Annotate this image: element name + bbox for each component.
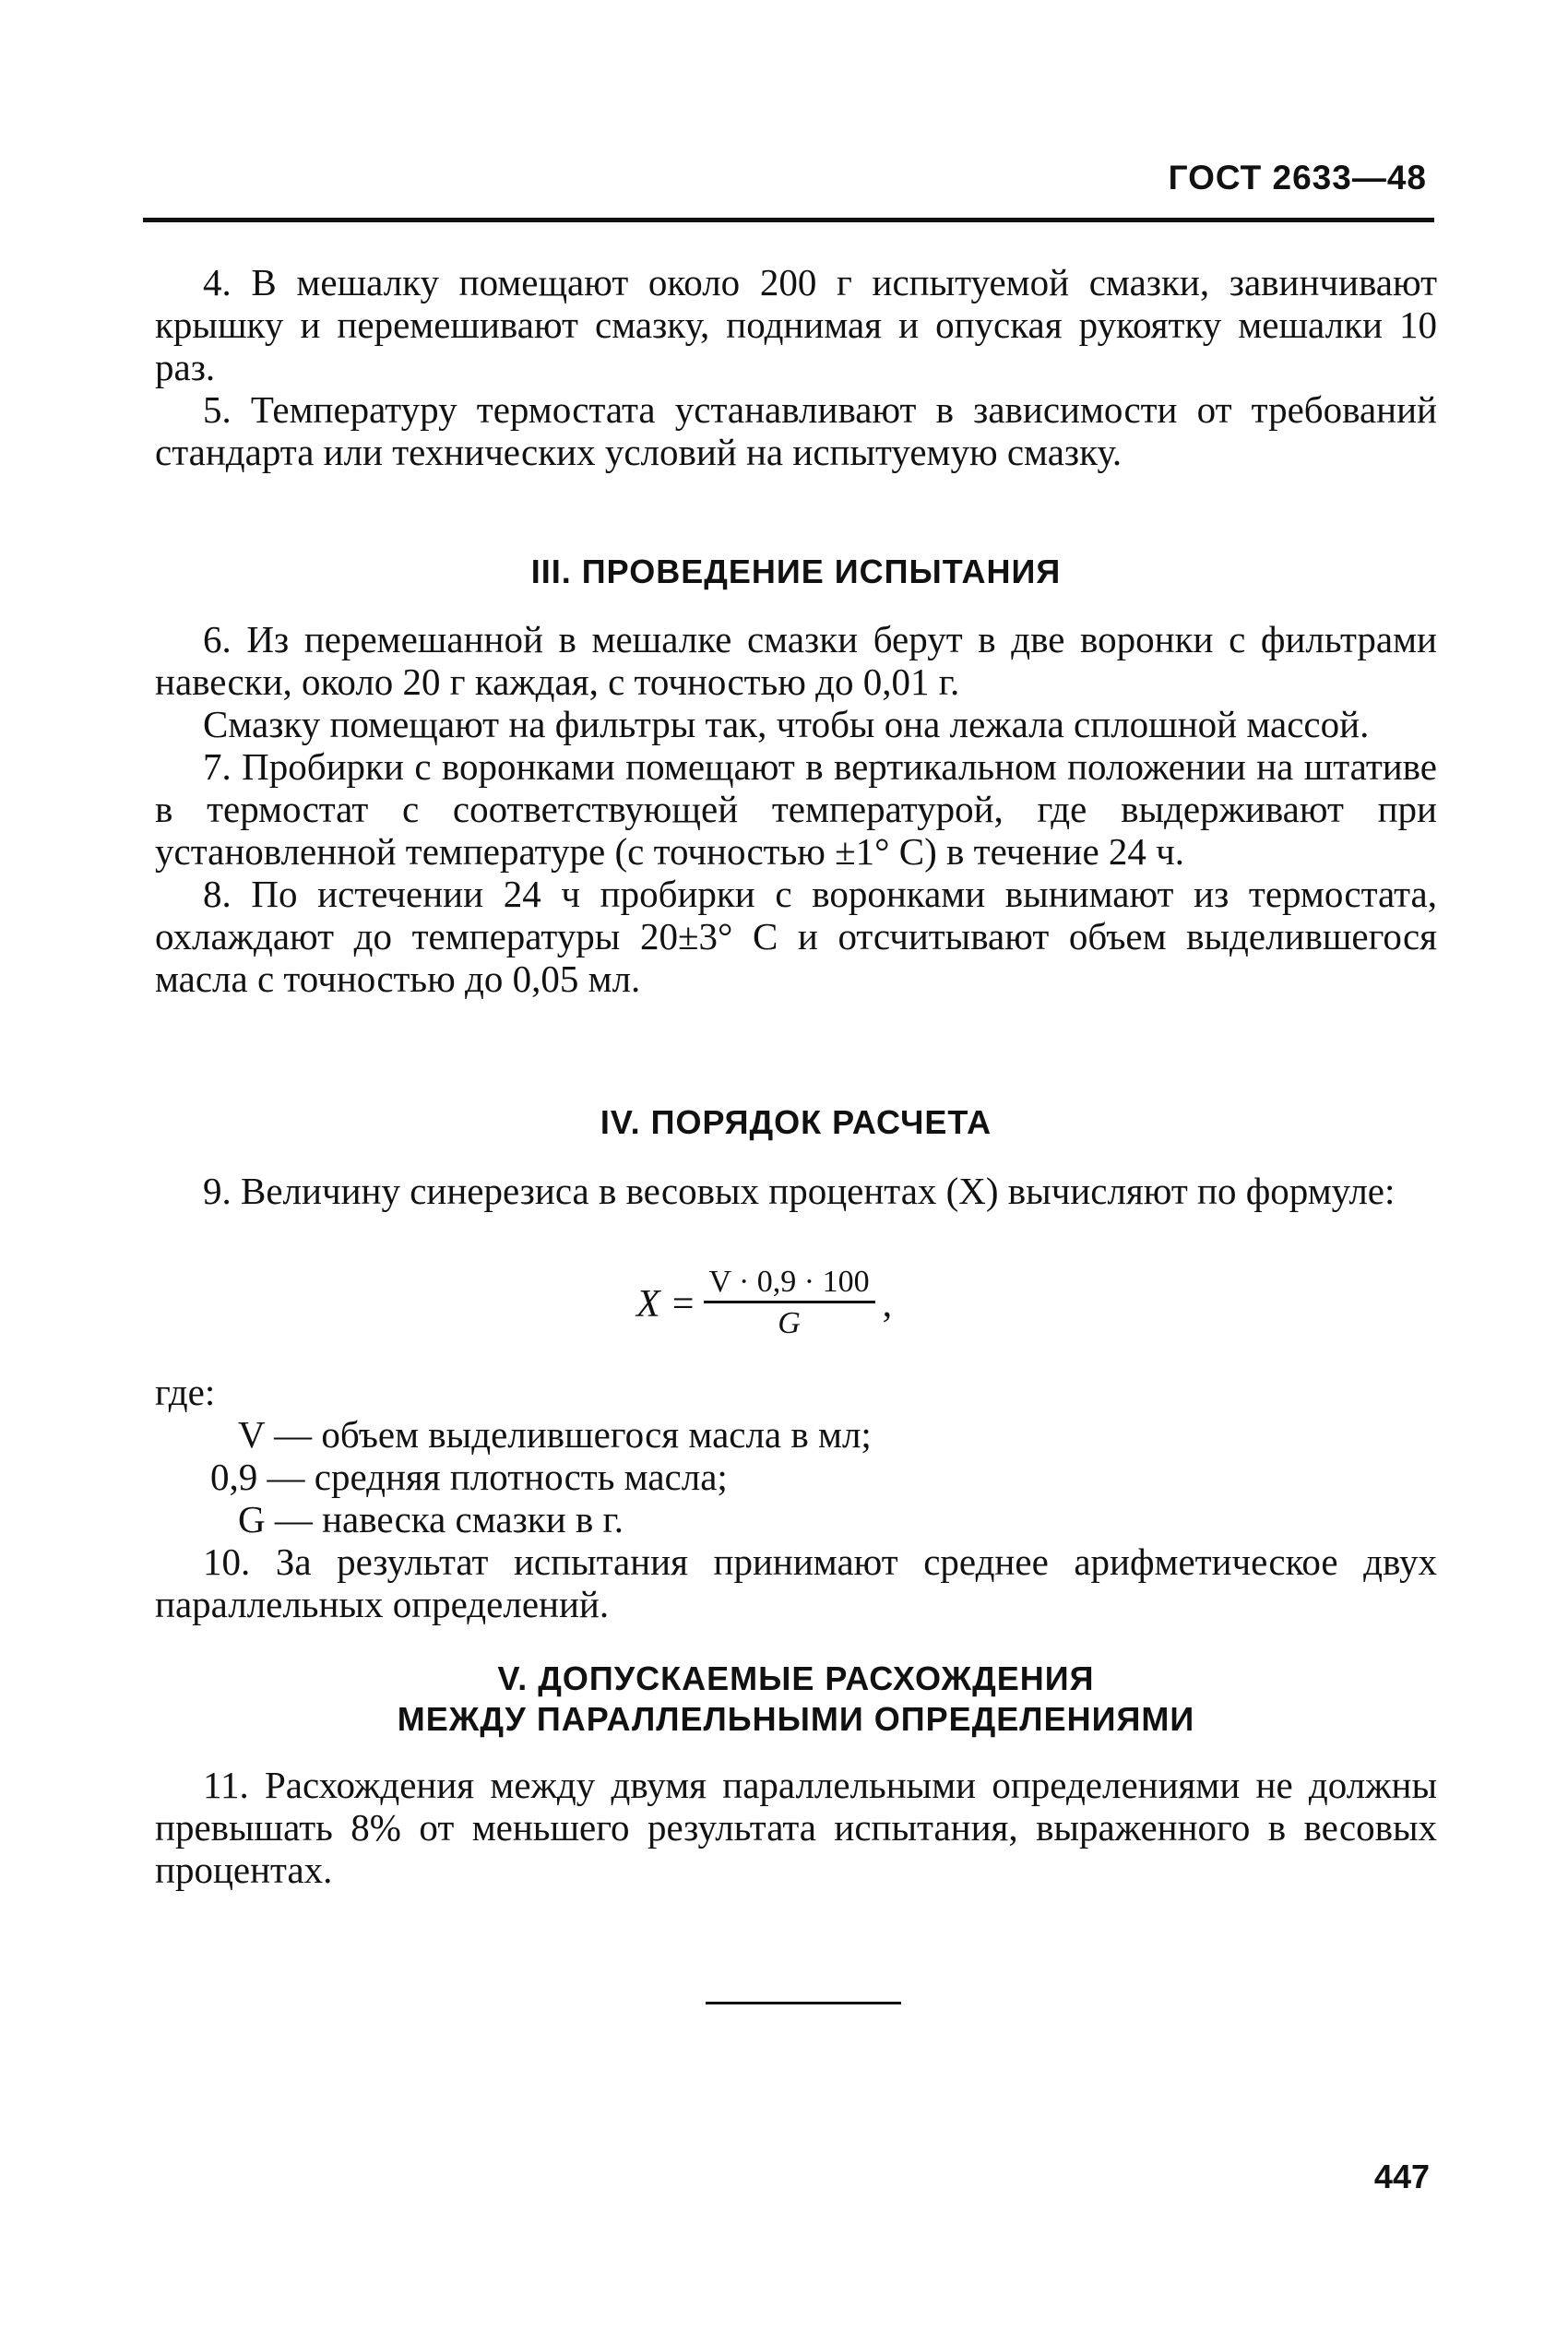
formula-lhs: X = — [636, 1282, 696, 1326]
formula-denominator: G — [778, 1306, 801, 1340]
document-code: ГОСТ 2633—48 — [1168, 159, 1427, 196]
section-5-heading-line-2: МЕЖДУ ПАРАЛЛЕЛЬНЫМИ ОПРЕДЕЛЕНИЯМИ — [397, 1700, 1195, 1738]
paragraph-5: 5. Температуру термостата устанавливают в зависимости от требований стандарта или технических условий на испытуемую смазку. — [155, 388, 1437, 473]
paragraph-9: 9. Величину синерезиса в весовых процентах (X) вычисляют по формуле: — [203, 1170, 1396, 1212]
legend-item-density: 0,9 — средняя плотность масла; — [210, 1456, 728, 1498]
section-3-body — [155, 618, 1437, 1000]
paragraph-10: 10. За результат испытания принимают среднее арифметическое двух параллельных определений. — [155, 1540, 1437, 1625]
section-3-heading: III. ПРОВЕДЕНИЕ ИСПЫТАНИЯ — [530, 553, 1062, 590]
formula-fraction — [704, 1264, 875, 1344]
section-4-body — [155, 1170, 1437, 1212]
section-5-body — [155, 1764, 1437, 1891]
section-4-heading: IV. ПОРЯДОК РАСЧЕТА — [600, 1103, 992, 1141]
section-5 — [155, 1659, 1437, 1740]
synaeresis-formula — [636, 1264, 892, 1344]
legend-item-g: G — навеска смазки в г. — [238, 1498, 624, 1540]
section-preparation — [155, 261, 1437, 473]
formula-numerator: V · 0,9 · 100 — [708, 1265, 870, 1299]
paragraph-4: 4. В мешалку помещают около 200 г испытуемой смазки, завинчивают крышку и перемешивают смазку, поднимая и опуская рукоятку мешалки 10 раз. — [155, 261, 1437, 388]
section-4 — [155, 1102, 1437, 1143]
section-3 — [155, 552, 1437, 592]
paragraph-6-continued: Смазку помещают на фильтры так, чтобы она лежала сплошной массой. — [203, 703, 1370, 745]
paragraph-11: 11. Расхождения между двумя параллельными определениями не должны превышать 8% от меньшего результата испытания, выраженного в весовых процентах. — [155, 1764, 1437, 1891]
header-rule — [143, 218, 1434, 222]
legend-where: где: — [155, 1371, 216, 1413]
section-5-heading-line-1: V. ДОПУСКАЕМЫЕ РАСХОЖДЕНИЯ — [497, 1659, 1095, 1697]
paragraph-7: 7. Пробирки с воронками помещают в вертикальном положении на штативе в термостат с соответствующей температурой, где выдерживают при установленной температуре (с точностью ±1° С) в течение 24 ч. — [155, 745, 1437, 873]
formula-trailing-comma: , — [882, 1282, 893, 1326]
legend-item-v: V — объем выделившегося масла в мл; — [238, 1413, 872, 1456]
paragraph-6: 6. Из перемешанной в мешалке смазки берут в две воронки с фильтрами навески, около 20 г каждая, с точностью до 0,01 г. — [155, 618, 1437, 703]
page-number: 447 — [1373, 2158, 1430, 2195]
formula-legend — [155, 1371, 1437, 1625]
paragraph-8: 8. По истечении 24 ч пробирки с воронками вынимают из термостата, охлаждают до температуры 20±3° С и отсчитывают объем выделившегося масла с точностью до 0,05 мл. — [155, 873, 1437, 1000]
end-rule — [706, 2002, 901, 2004]
